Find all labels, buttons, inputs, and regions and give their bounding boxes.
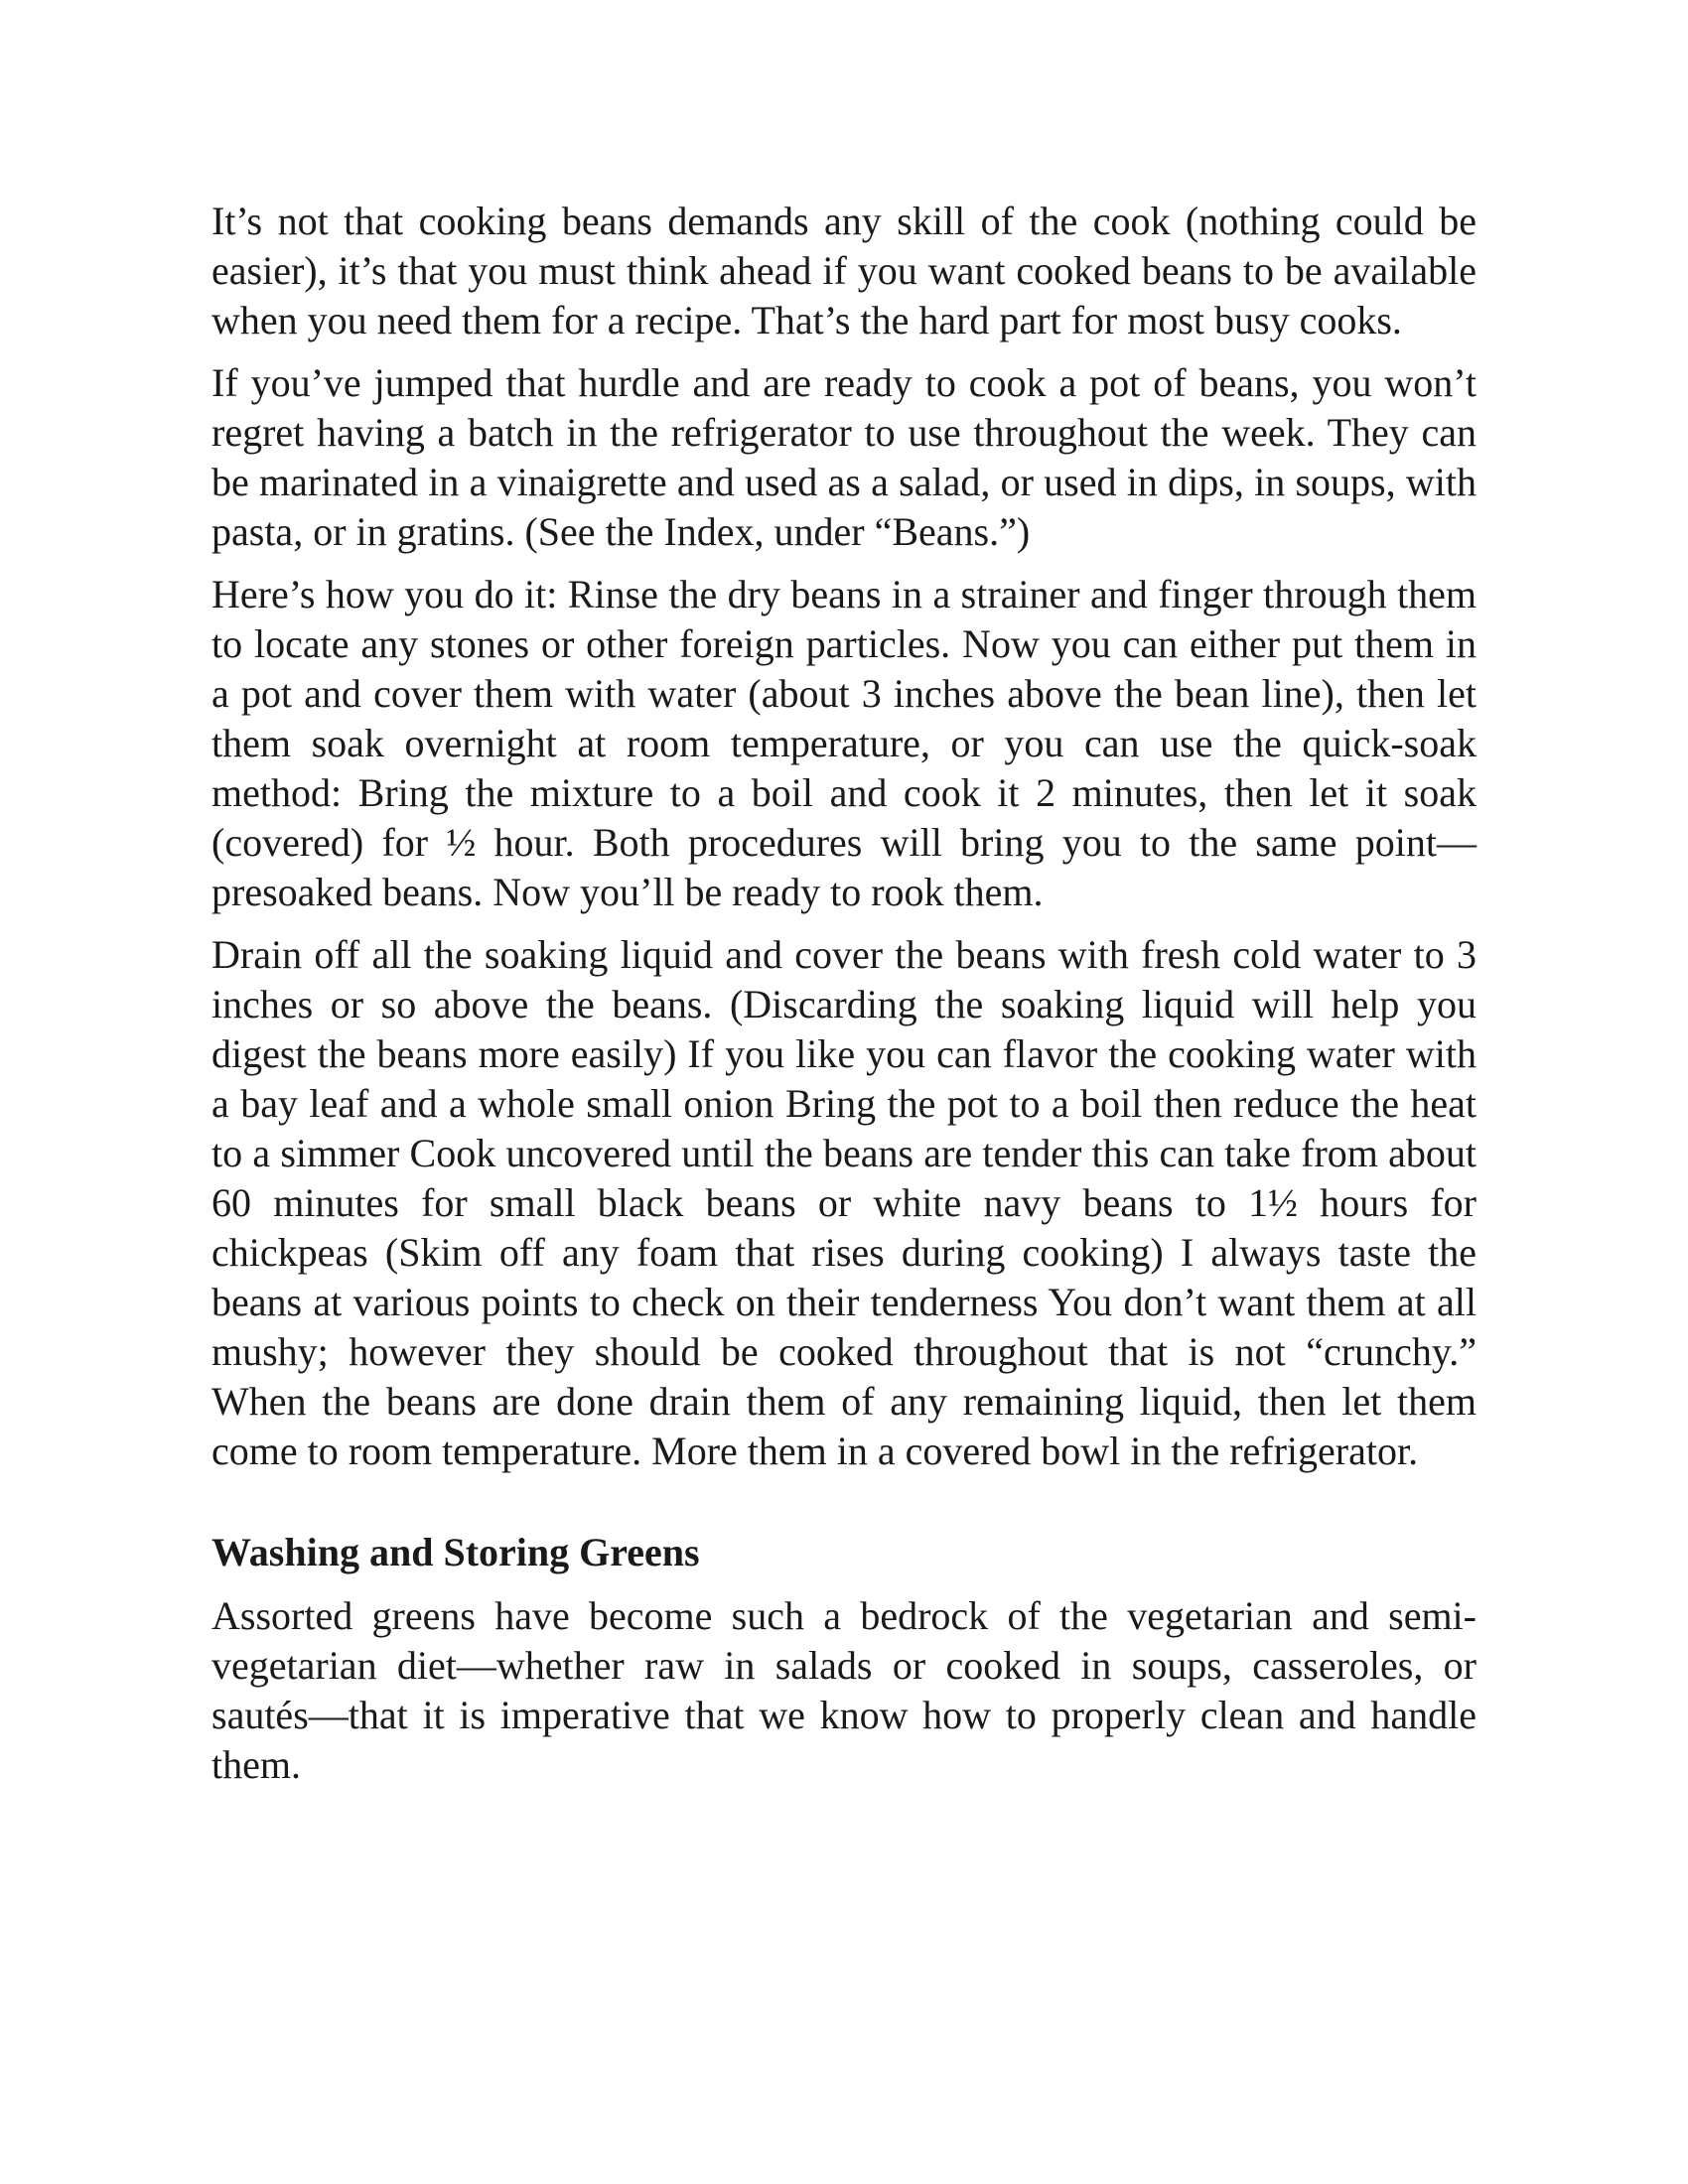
section-heading: Washing and Storing Greens <box>211 1530 700 1574</box>
paragraph-soaking-method: Here’s how you do it: Rinse the dry beans in a strainer and finger through them to locate any stones or other foreign particles. Now you can either put them in a pot and cover them with water (about 3 inches above the bean line), then let them soak overnight at room temperature, or you can use the quick-soak method: Bring the mixture to a boil and cook it 2 minutes, then let it soak (covered) for ½ hour. Both procedures will bring you to the same point—presoaked beans. Now you’ll be ready to rook them. <box>211 572 1477 914</box>
paragraph-cooking-method: Drain off all the soaking liquid and cover the beans with fresh cold water to 3 inches or so above the beans. (Discarding the soaking liquid will help you digest the beans more easily) If you like you can flavor the cooking water with a bay leaf and a whole small onion Bring the pot to a boil then reduce the heat to a simmer Cook uncovered until the beans are tender this can take from about 60 minutes for small black beans or white navy beans to 1½ hours for chickpeas (Skim off any foam that rises during cooking) I always taste the beans at various points to check on their tenderness You don’t want them at all mushy; however they should be cooked throughout that is not “crunchy.” When the beans are done drain them of any remaining liquid, then let them come to room temperature. More them in a covered bowl in the refrigerator. <box>211 932 1477 1473</box>
paragraph-batch-uses: If you’ve jumped that hurdle and are ready to cook a pot of beans, you won’t regret having a batch in the refrigerator to use throughout the week. They can be marinated in a vinaigrette and used as a salad, or used in dips, in soups, with pasta, or in gratins. (See the Index, under “Beans.”) <box>211 360 1477 554</box>
document-page <box>211 197 1477 1803</box>
paragraph-greens-intro: Assorted greens have become such a bedrock of the vegetarian and semi-vegetarian diet—whether raw in salads or cooked in soups, casseroles, or sautés—that it is imperative that we know how to properly clean and handle them. <box>211 1593 1477 1787</box>
paragraph-think-ahead: It’s not that cooking beans demands any skill of the cook (nothing could be easier), it’s that you must think ahead if you want cooked beans to be available when you need them for a recipe. That’s the hard part for most busy cooks. <box>211 199 1477 342</box>
